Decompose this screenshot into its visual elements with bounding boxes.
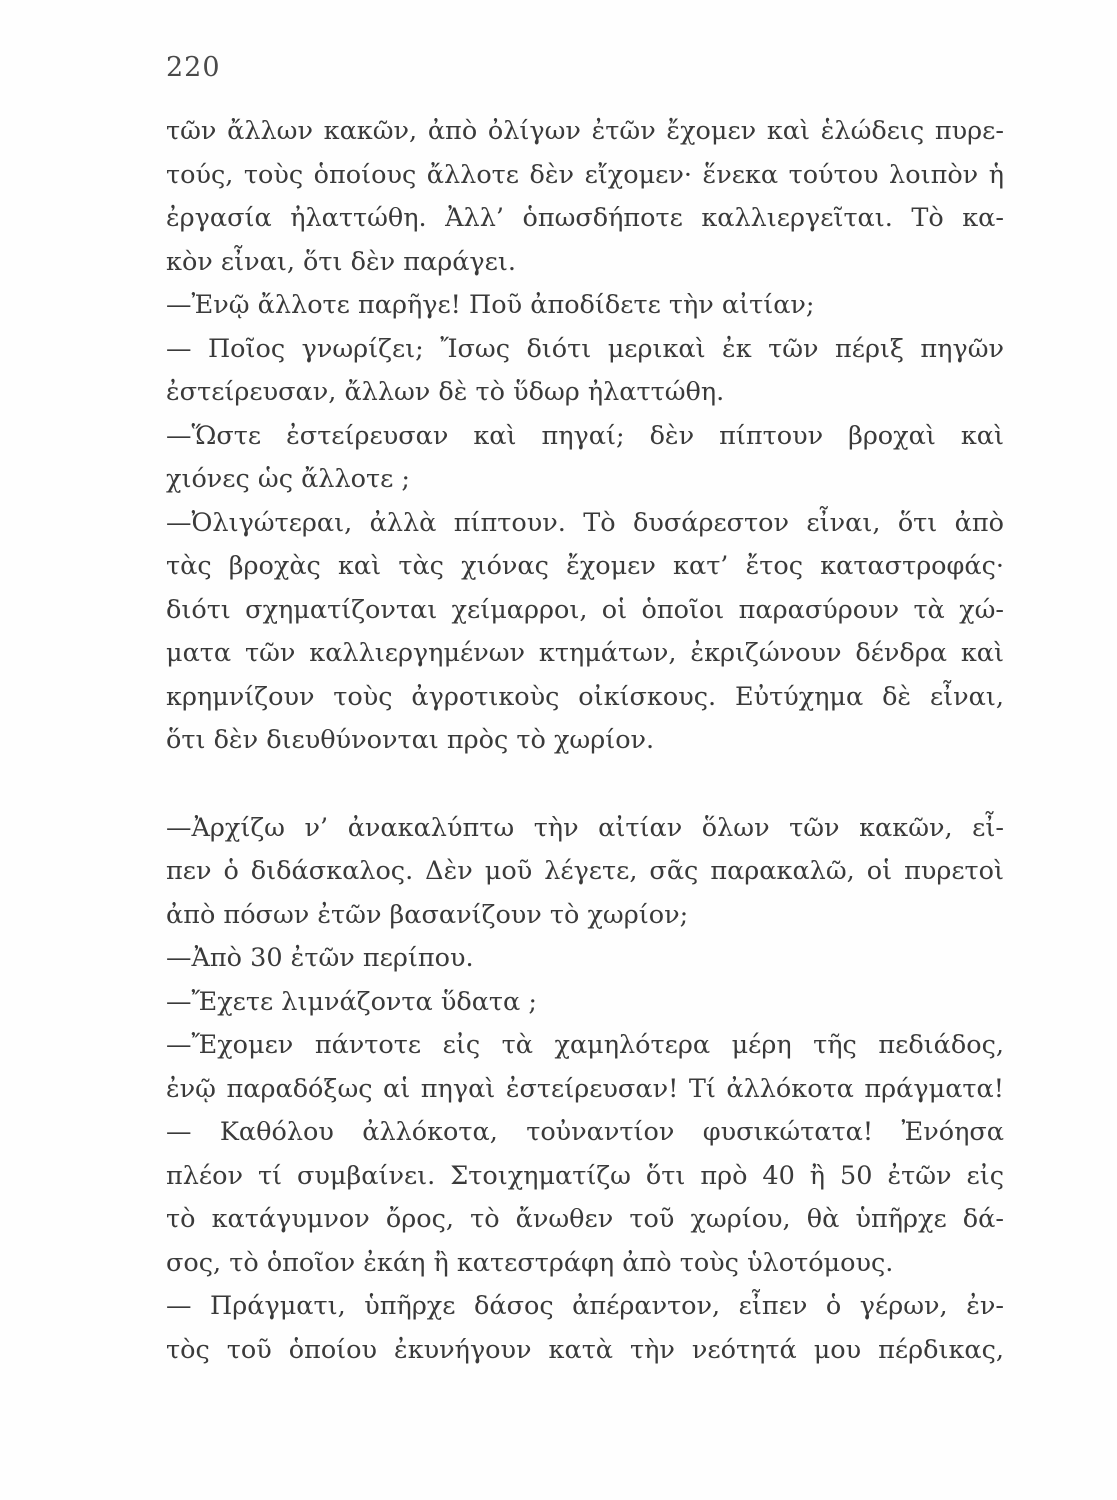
text-line: πλέον τί συμβαίνει. Στοιχηματίζω ὅτι πρὸ 40 ἢ 50 ἐτῶν εἰς	[166, 1160, 1004, 1191]
text-line: ἀπὸ πόσων ἐτῶν βασανίζουν τὸ χωρίον;	[166, 899, 689, 930]
section-break	[166, 763, 1004, 807]
text-line: — Ποῖος γνωρίζει; Ἴσως διότι μερικαὶ ἐκ τῶν πέριξ πηγῶν	[166, 333, 1004, 364]
text-line: —Ἔχομεν πάντοτε εἰς τὰ χαμηλότερα μέρη τῆς πεδιάδος,	[166, 1030, 1004, 1060]
page-number: 220	[166, 52, 221, 83]
text-line: σος, τὸ ὁποῖον ἐκάη ἢ κατεστράφη ἀπὸ τοὺς ὑλοτόμους.	[166, 1247, 894, 1278]
text-line: —Ὥστε ἐστείρευσαν καὶ πηγαί; δὲν πίπτουν βροχαὶ καὶ	[166, 420, 1004, 451]
text-line: ὅτι δὲν διευθύνονται πρὸς τὸ χωρίον.	[166, 725, 655, 755]
text-line: —Ὀλιγώτεραι, ἀλλὰ πίπτουν. Τὸ δυσάρεστον εἶναι, ὅτι ἀπὸ	[166, 507, 1004, 538]
text-line: —Ἔχετε λιμνάζοντα ὕδατα ;	[166, 986, 537, 1017]
text-line: ματα τῶν καλλιεργημένων κτημάτων, ἐκριζώνουν δένδρα καὶ	[166, 638, 1004, 668]
text-line: τῶν ἄλλων κακῶν, ἀπὸ ὀλίγων ἐτῶν ἔχομεν καὶ ἑλώδεις πυρε-	[166, 116, 1004, 146]
paragraph-block-1	[166, 110, 1004, 763]
text-line: —Ἐνῷ ἄλλοτε παρῆγε! Ποῦ ἀποδίδετε τὴν αἰτίαν;	[166, 290, 815, 320]
text-line: τὰς βροχὰς καὶ τὰς χιόνας ἔχομεν κατ’ ἔτος καταστροφάς·	[166, 551, 1004, 581]
text-line: ἐνῷ παραδόξως αἱ πηγαὶ ἐστείρευσαν! Τί ἀλλόκοτα πράγματα!	[166, 1073, 1004, 1104]
text-line: ἐστείρευσαν, ἄλλων δὲ τὸ ὕδωρ ἠλαττώθη.	[166, 377, 725, 407]
text-line: χιόνες ὡς ἄλλοτε ;	[166, 464, 410, 494]
text-line: — Πράγματι, ὑπῆρχε δάσος ἀπέραντον, εἶπεν ὁ γέρων, ἐν-	[166, 1291, 1004, 1321]
paragraph-block-2	[166, 807, 1004, 1373]
page-text	[166, 110, 1004, 1372]
text-line: τὸ κατάγυμνον ὄρος, τὸ ἄνωθεν τοῦ χωρίου, θὰ ὑπῆρχε δά-	[166, 1204, 1004, 1234]
text-line: κὸν εἶναι, ὅτι δὲν παράγει.	[166, 246, 516, 277]
text-line: — Καθόλου ἀλλόκοτα, τοὐναντίον φυσικώτατα! Ἐνόησα	[166, 1117, 1004, 1147]
text-line: τὸς τοῦ ὁποίου ἐκυνήγουν κατὰ τὴν νεότητά μου πέρδικας,	[166, 1334, 1004, 1365]
text-line: ἐργασία ἠλαττώθη. Ἀλλ’ ὁπωσδήποτε καλλιεργεῖται. Τὸ κα-	[166, 203, 1004, 233]
text-line: —Ἀρχίζω ν’ ἀνακαλύπτω τὴν αἰτίαν ὅλων τῶν κακῶν, εἶ-	[166, 812, 1004, 843]
text-line: πεν ὁ διδάσκαλος. Δὲν μοῦ λέγετε, σᾶς παρακαλῶ, οἱ πυρετοὶ	[166, 856, 1004, 886]
text-line: τούς, τοὺς ὁποίους ἄλλοτε δὲν εἴχομεν· ἕνεκα τούτου λοιπὸν ἡ	[166, 159, 1004, 190]
text-line: —Ἀπὸ 30 ἐτῶν περίπου.	[166, 943, 474, 973]
text-line: διότι σχηματίζονται χείμαρροι, οἱ ὁποῖοι παρασύρουν τὰ χώ-	[166, 594, 1004, 625]
text-line: κρημνίζουν τοὺς ἀγροτικοὺς οἰκίσκους. Εὐτύχημα δὲ εἶναι,	[166, 681, 1004, 712]
